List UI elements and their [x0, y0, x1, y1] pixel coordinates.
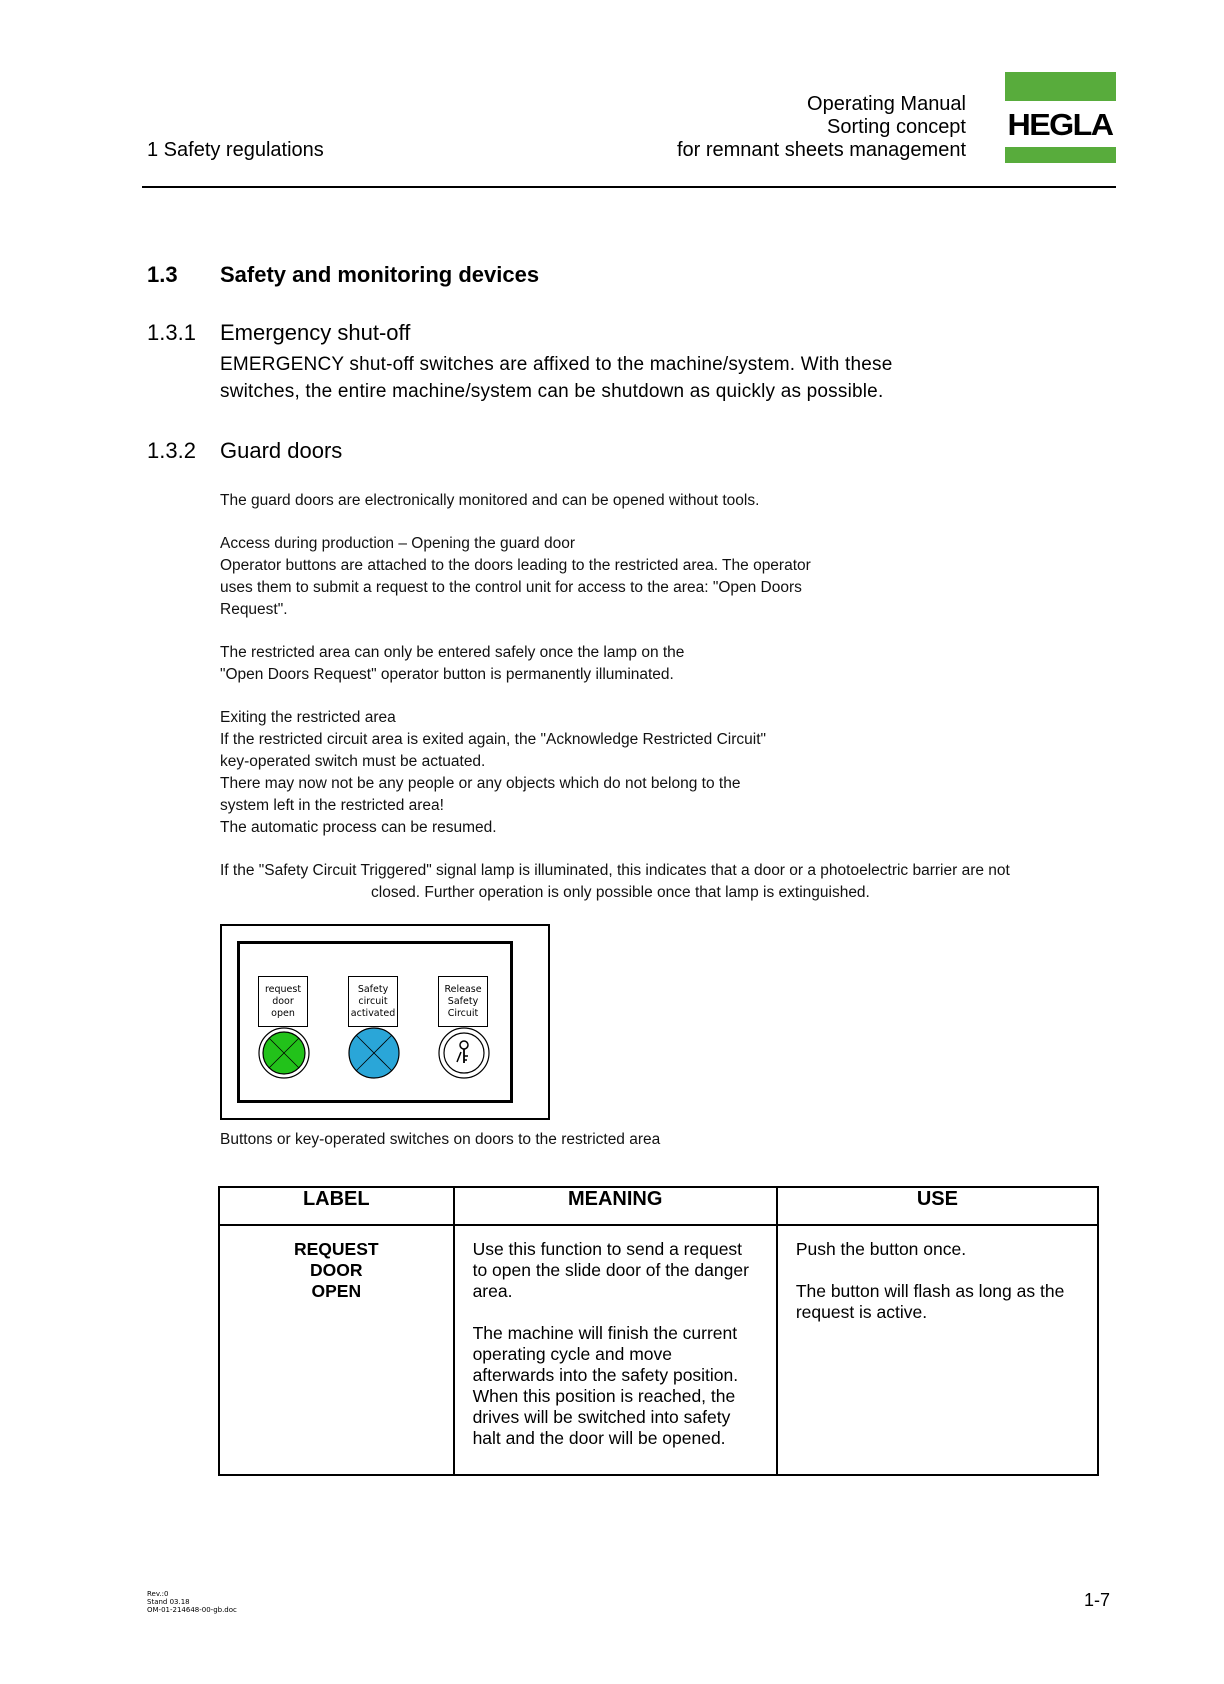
header-title	[677, 93, 966, 162]
label-meaning-use-table	[218, 1186, 1099, 1476]
safety-circuit-lamp	[347, 1026, 401, 1080]
footer-date: Stand 03.18	[147, 1598, 190, 1606]
request-door-open-label: request door open	[258, 976, 308, 1027]
release-safety-circuit-label: Release Safety Circuit	[438, 976, 488, 1027]
table-header-label: LABEL	[219, 1187, 454, 1225]
header-section: 1 Safety regulations	[147, 139, 324, 161]
page-number: 1-7	[1084, 1590, 1111, 1610]
table-header-meaning: MEANING	[454, 1187, 777, 1225]
text-line: Request".	[220, 601, 288, 618]
header-title-line-3: for remnant sheets management	[676, 139, 966, 161]
table-row	[219, 1225, 1098, 1475]
text-line: uses them to submit a request to the control unit for access to the area: "Open Doors	[220, 579, 802, 596]
text-line: The automatic process can be resumed.	[220, 819, 497, 836]
text-line: Exiting the restricted area	[220, 709, 396, 726]
text-line: EMERGENCY shut-off switches are affixed to the machine/system. With these	[220, 354, 893, 375]
section-1-3-title: Safety and monitoring devices	[220, 262, 540, 287]
guard-doors-paragraph-4	[220, 707, 766, 839]
request-door-open-lamp	[257, 1026, 311, 1080]
text-line: key-operated switch must be actuated.	[220, 753, 486, 770]
section-1-3-2-title: Guard doors	[220, 438, 343, 463]
footer-filename: OM-01-214648-00-gb.doc	[147, 1606, 237, 1614]
text-line: closed. Further operation is only possible once that lamp is extinguished.	[371, 884, 870, 901]
text-line: The restricted area can only be entered safely once the lamp on the	[220, 644, 685, 661]
label-line: REQUEST	[293, 1239, 379, 1259]
logo-text: HEGLA	[1007, 107, 1114, 142]
header-rule	[142, 186, 1116, 188]
guard-doors-paragraph-3	[220, 642, 684, 686]
table-header-use: USE	[777, 1187, 1098, 1225]
guard-doors-paragraph-2	[220, 533, 811, 621]
use-paragraph-2: The button will flash as long as the request is active.	[795, 1281, 1065, 1322]
header-title-line-1: Operating Manual	[807, 93, 966, 115]
footer-revision: Rev.:0	[147, 1590, 169, 1598]
text-line: Access during production – Opening the guard door	[220, 535, 576, 552]
text-line: "Open Doors Request" operator button is permanently illuminated.	[220, 666, 674, 683]
text-line: There may now not be any people or any objects which do not belong to the	[220, 775, 741, 792]
section-1-3-1-title: Emergency shut-off	[220, 320, 411, 345]
use-cell	[777, 1225, 1098, 1475]
section-1-3-number: 1.3	[147, 262, 178, 287]
meaning-paragraph-2: The machine will finish the current operating cycle and move afterwards into the safety position. When this position is reached, the drives will be switched into safety halt and the door will be opened.	[472, 1323, 739, 1448]
meaning-paragraph-1: Use this function to send a request to open the slide door of the danger area.	[472, 1239, 749, 1301]
guard-doors-paragraph-5	[220, 860, 1010, 904]
text-line: switches, the entire machine/system can be shutdown as quickly as possible.	[220, 381, 884, 402]
hegla-logo	[1005, 72, 1116, 163]
guard-doors-paragraph-1: The guard doors are electronically monitored and can be opened without tools.	[220, 492, 760, 509]
key-icon	[437, 1026, 491, 1080]
emergency-paragraph	[220, 351, 892, 405]
use-paragraph-1: Push the button once.	[795, 1239, 967, 1259]
text-line: If the "Safety Circuit Triggered" signal lamp is illuminated, this indicates that a door or a photoelectric barrier are not	[220, 862, 1010, 879]
section-1-3-1-number: 1.3.1	[147, 320, 196, 345]
header-title-line-2: Sorting concept	[827, 116, 966, 138]
section-1-3-2-number: 1.3.2	[147, 438, 196, 463]
footer-document-info	[147, 1590, 237, 1614]
text-line: If the restricted circuit area is exited again, the "Acknowledge Restricted Circuit"	[220, 731, 766, 748]
operator-panel	[237, 941, 513, 1103]
label-line: OPEN	[311, 1281, 362, 1301]
label-line: DOOR	[310, 1260, 363, 1280]
text-line: system left in the restricted area!	[220, 797, 444, 814]
table-header-row	[219, 1187, 1098, 1225]
panel-caption: Buttons or key-operated switches on doors to the restricted area	[220, 1131, 661, 1148]
text-line: Operator buttons are attached to the doors leading to the restricted area. The operator	[220, 557, 811, 574]
label-cell	[219, 1225, 454, 1475]
safety-circuit-activated-label: Safety circuit activated	[348, 976, 398, 1027]
meaning-cell	[454, 1225, 777, 1475]
